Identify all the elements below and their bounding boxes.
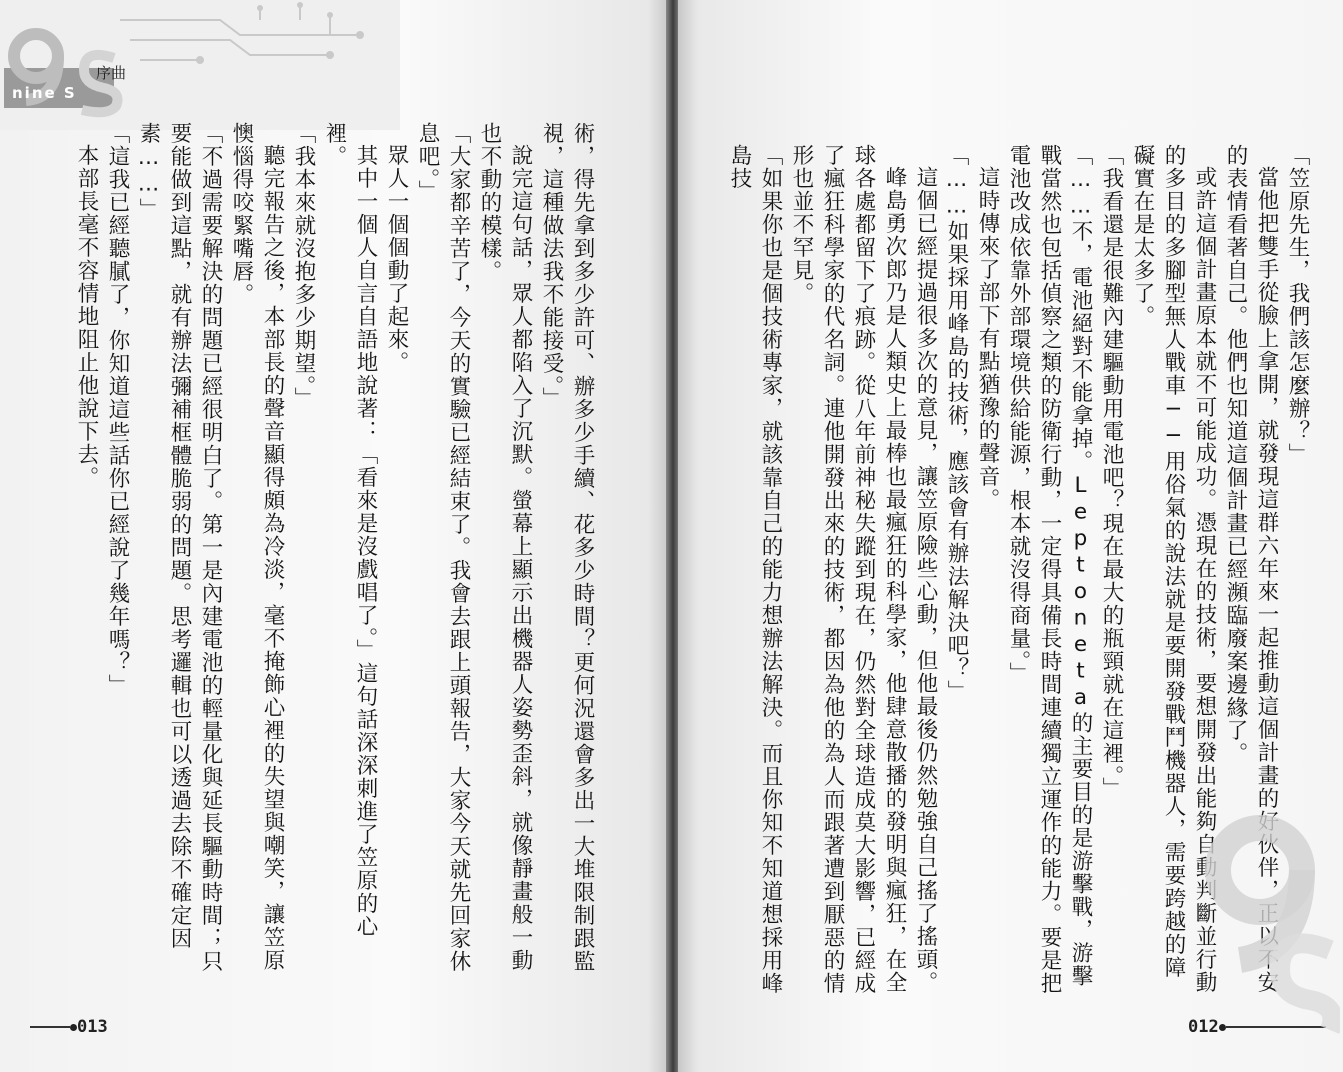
paragraph: 其中一個人自言自語地說著：「看來是沒戲唱了。」這句話深深刺進了笠原的心裡。: [322, 122, 378, 938]
paragraph: 「我看還是很難內建驅動用電池吧？現在最大的瓶頸就在這裡。」: [1099, 144, 1124, 801]
chapter-title: 序曲: [96, 64, 127, 82]
paragraph: 眾人一個個動了起來。: [384, 143, 409, 374]
paragraph: 「這我已經聽膩了，你知道這些話你已經說了幾年嗎？」: [105, 122, 130, 697]
paragraph: 「如果你也是個技術專家，就該靠自己的能力想辦法解決。而且你知不知道想採用峰島技: [727, 144, 783, 995]
paragraph: 「……不，電池絕對不能拿掉。Leptoneta的主要目的是游擊戰，游擊戰當然也包括偵察之類的防衛行動，一定得具備長時間連續獨立運作的能力。要是把電池改成依靠外部環境供給能源，根本就沒得商量。」: [1006, 144, 1093, 995]
paragraph: 當他把雙手從臉上拿開，就發現這群六年來一起推動這個計畫的好伙伴，正以不安的表情看著自己。他們也知道這個計畫已經瀕臨廢案邊緣了。: [1223, 144, 1279, 994]
paragraph: 「……如果採用峰島的技術，應該會有辦法解決吧？」: [944, 144, 969, 703]
paragraph: 本部長毫不容情地阻止他說下去。: [74, 143, 99, 489]
nine-s-watermark: [1180, 800, 1340, 1040]
page-number-left: [30, 1017, 108, 1037]
paragraph: 或許這個計畫原本就不可能成功。憑現在的技術，要想開發出能夠自動判斷並行動的多目的多腳型無人戰車──用俗氣的說法就是要開發戰鬥機器人，需要跨越的障礙實在是太多了。: [1130, 144, 1217, 994]
page-number: 012: [1188, 1017, 1219, 1037]
paragraph: 「不過需要解決的問題已經很明白了。第一是內建電池的輕量化與延長驅動時間；只要能做到這點，就有辦法彌補框體脆弱的問題。思考邏輯也可以透過去除不確定因素……」: [136, 122, 223, 973]
left-page: [0, 0, 668, 1072]
paragraph: 這時傳來了部下有點猶豫的聲音。: [975, 165, 1000, 511]
paragraph: 「笠原先生，我們該怎麼辦？」: [1285, 144, 1310, 466]
paragraph: 這個已經提過很多次的意見，讓笠原險些心動，但他最後仍然勉強自己搖了搖頭。: [913, 165, 938, 994]
paragraph: 聽完報告之後，本部長的聲音顯得頗為冷淡，毫不掩飾心裡的失望與嘲笑，讓笠原懊惱得咬緊嘴唇。: [229, 122, 285, 972]
logo-text: nine S: [12, 84, 77, 102]
page-number: 013: [77, 1017, 108, 1037]
folio-dot: [70, 1024, 77, 1031]
paragraph: 術，得先拿到多少許可、辦多少手續、花多少時間？更何況還會多出一大堆限制跟監視，這種做法我不能接受。」: [539, 122, 595, 973]
paragraph: 「我本來就沒抱多少期望。」: [291, 122, 316, 411]
folio-rule: [30, 1026, 70, 1028]
left-page-text: [38, 122, 598, 977]
paragraph: 「大家都辛苦了，今天的實驗已經結束了。我會去跟上頭報告，大家今天就先回家休息吧。」: [415, 122, 471, 973]
paragraph: 說完這句話，眾人都陷入了沉默。螢幕上顯示出機器人姿勢歪斜，就像靜畫般一動也不動的模樣。: [477, 122, 533, 972]
paragraph: 峰島勇次郎乃是人類史上最棒也最瘋狂的科學家，他肆意散播的發明與瘋狂，在全球各處都留下了痕跡。從八年前神秘失蹤到現在，仍然對全球造成莫大影響，已經成了瘋狂科學家的代名詞。連他開發出來的技術，都因為他的為人而跟著遭到厭惡的情形也並不罕見。: [789, 144, 907, 995]
